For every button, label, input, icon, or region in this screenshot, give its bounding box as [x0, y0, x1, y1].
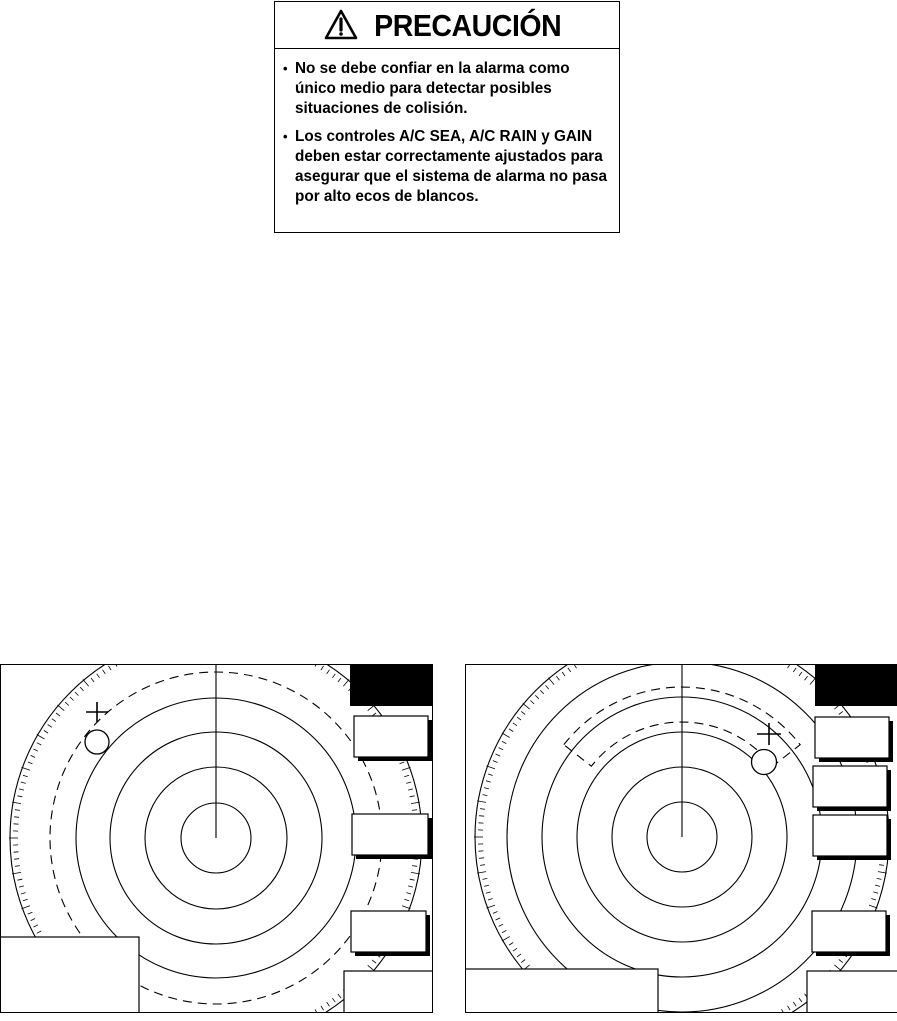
bearing-tick — [788, 665, 791, 668]
cursor-cross-icon — [86, 702, 108, 722]
bearing-tick — [19, 789, 24, 790]
bearing-tick — [486, 892, 491, 893]
bearing-tick — [28, 762, 33, 764]
bearing-tick — [332, 998, 335, 1002]
bearing-tick — [321, 1006, 324, 1010]
bearing-tick — [502, 930, 506, 932]
caution-list — [275, 49, 619, 207]
bearing-tick — [568, 668, 571, 672]
bearing-tick — [839, 711, 843, 714]
bearing-tick — [15, 866, 20, 867]
radar-screen-right — [465, 664, 897, 1013]
bearing-tick — [488, 774, 493, 776]
bearing-tick — [14, 817, 19, 818]
menu-box — [354, 716, 428, 757]
bearing-tick — [19, 886, 24, 887]
bearing-tick — [509, 729, 513, 732]
info-box — [1, 937, 139, 1013]
bearing-tick — [517, 717, 521, 720]
bearing-tick — [574, 665, 577, 668]
bearing-tick — [877, 878, 882, 879]
bearing-tick — [487, 766, 496, 769]
bearing-tick — [502, 741, 506, 743]
bearing-tick — [834, 965, 841, 971]
bearing-tick — [493, 912, 498, 914]
bearing-tick — [28, 912, 33, 914]
bearing-tick — [37, 735, 45, 740]
target-echo — [85, 730, 109, 754]
bearing-tick — [23, 899, 28, 901]
bearing-tick — [810, 678, 816, 685]
bearing-tick — [484, 885, 489, 886]
bearing-tick — [480, 809, 485, 810]
bearing-tick — [540, 690, 544, 694]
bearing-tick — [327, 1002, 330, 1006]
bearing-tick — [496, 918, 501, 920]
bearing-tick — [548, 678, 554, 685]
bearing-tick — [879, 865, 884, 866]
bearing-tick — [799, 672, 802, 676]
bearing-tick — [502, 733, 510, 738]
bearing-tick — [486, 781, 491, 782]
bearing-tick — [402, 767, 410, 770]
bearing-tick — [408, 886, 413, 887]
radar-drawing-left — [1, 665, 433, 1013]
bearing-tick — [484, 788, 489, 789]
bearing-tick — [412, 810, 417, 811]
bearing-tick — [31, 755, 35, 757]
bearing-tick — [513, 948, 517, 951]
bearing-tick — [17, 796, 22, 797]
menu-box — [812, 911, 886, 952]
bearing-tick — [315, 665, 320, 667]
bearing-tick — [48, 725, 52, 728]
bearing-tick — [103, 670, 106, 674]
bearing-tick — [479, 816, 484, 817]
bearing-tick — [52, 719, 56, 722]
bearing-tick — [75, 692, 79, 696]
bearing-tick — [17, 879, 22, 880]
caution-title: PRECAUCIÓN — [374, 7, 562, 43]
bearing-tick — [410, 796, 415, 797]
bearing-tick — [406, 893, 411, 894]
bearing-tick — [338, 994, 341, 998]
menu-box — [813, 815, 887, 856]
bearing-tick — [530, 701, 534, 704]
bearing-tick — [499, 748, 504, 750]
bearing-tick — [521, 711, 525, 714]
caution-item — [283, 127, 611, 207]
bearing-tick — [402, 906, 410, 909]
bearing-tick — [479, 858, 484, 859]
bearing-tick — [523, 703, 530, 709]
bearing-tick — [34, 749, 39, 751]
bearing-tick — [873, 892, 878, 893]
bearing-tick — [483, 878, 488, 879]
bearing-tick — [875, 885, 880, 886]
bearing-tick — [44, 730, 48, 733]
bearing-tick — [400, 762, 405, 764]
bearing-tick — [315, 1010, 320, 1014]
bearing-tick — [321, 666, 324, 670]
bearing-tick — [546, 685, 549, 689]
bearing-tick — [535, 695, 539, 699]
bearing-tick — [499, 924, 504, 926]
bearing-tick — [327, 670, 330, 674]
bearing-tick — [406, 782, 411, 783]
bearing-tick — [496, 754, 501, 756]
bearing-tick — [793, 1002, 796, 1006]
bearing-tick — [483, 795, 488, 796]
bearing-tick — [332, 674, 335, 678]
caution-item — [283, 59, 611, 119]
bearing-tick — [788, 1006, 791, 1010]
bearing-tick — [410, 879, 415, 880]
bearing-tick — [22, 767, 30, 770]
bearing-tick — [408, 789, 413, 790]
bearing-tick — [480, 865, 485, 866]
bearing-tick — [517, 954, 521, 957]
bearing-tick — [108, 666, 111, 670]
bearing-tick — [57, 705, 64, 711]
info-box — [344, 971, 433, 1013]
bearing-tick — [343, 679, 349, 686]
bearing-tick — [56, 713, 60, 716]
bearing-tick — [404, 899, 409, 901]
bearing-tick — [493, 761, 498, 763]
menu-box — [351, 911, 426, 952]
bearing-tick — [368, 965, 375, 971]
bearing-tick — [502, 937, 510, 942]
bearing-tick — [799, 998, 802, 1002]
warning-triangle-icon — [324, 9, 358, 41]
info-box — [807, 971, 897, 1013]
bearing-tick — [34, 925, 39, 927]
bearing-tick — [562, 672, 565, 676]
bearing-tick — [15, 810, 20, 811]
bearing-tick — [37, 743, 41, 745]
bearing-tick — [839, 960, 843, 963]
label-box — [350, 665, 433, 706]
bearing-tick — [488, 899, 493, 901]
bearing-tick — [80, 687, 83, 691]
bearing-tick — [113, 665, 118, 667]
bearing-tick — [509, 943, 513, 946]
bearing-tick — [22, 906, 30, 909]
bearing-tick — [412, 866, 417, 867]
bearing-tick — [338, 678, 341, 682]
bearing-tick — [372, 960, 376, 963]
bearing-tick — [782, 1009, 787, 1013]
bearing-tick — [556, 676, 559, 680]
bearing-tick — [869, 905, 878, 908]
caution-item-text: Los controles A/C SEA, A/C RAIN y GAIN deben estar correctamente ajustados para asegurar que el sistema de alarma no pasa por alto ecos de blancos. — [295, 128, 608, 205]
menu-box — [352, 814, 428, 855]
caution-item-text: No se debe confiar en la alarma como único medio para detectar posibles situaciones de colisión. — [295, 60, 570, 117]
bullet: • — [283, 129, 288, 144]
caution-panel — [274, 1, 620, 233]
bearing-tick — [521, 960, 525, 963]
bearing-tick — [793, 668, 796, 672]
bearing-tick — [14, 859, 19, 860]
bearing-tick — [805, 676, 808, 680]
bearing-tick — [871, 899, 876, 901]
bearing-tick — [91, 678, 94, 682]
caution-header — [275, 2, 619, 49]
target-echo — [752, 750, 777, 775]
menu-box — [813, 766, 887, 807]
radar-drawing-right — [466, 665, 897, 1013]
label-box — [815, 665, 897, 706]
bullet: • — [283, 61, 288, 76]
bearing-tick — [37, 931, 41, 933]
bearing-tick — [97, 674, 100, 678]
bearing-tick — [31, 919, 35, 921]
bearing-tick — [23, 775, 28, 777]
menu-box — [815, 717, 889, 758]
bearing-tick — [65, 702, 69, 705]
bearing-tick — [513, 723, 517, 726]
bearing-tick — [83, 679, 89, 686]
bearing-tick — [21, 893, 26, 894]
bearing-tick — [487, 905, 496, 908]
bearing-tick — [21, 782, 26, 783]
bearing-tick — [404, 775, 409, 777]
cursor-cross-icon — [757, 723, 781, 745]
info-box — [466, 969, 658, 1013]
radar-screen-left — [0, 664, 433, 1013]
bearing-tick — [70, 697, 74, 701]
